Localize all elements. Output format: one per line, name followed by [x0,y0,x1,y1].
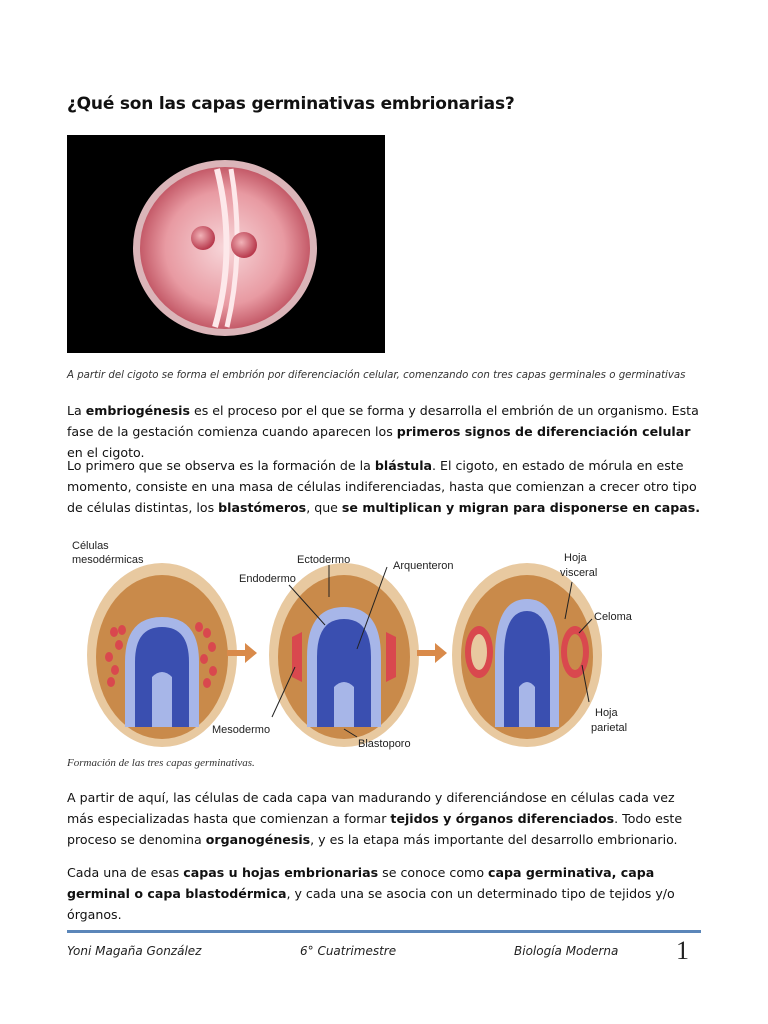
paragraph-blastula: Lo primero que se observa es la formación de la blástula. El cigoto, en estado de mórula en este momento, consiste en una masa de células indiferenciadas, hasta que comienzan a crecer otro tipo de células distintas, los blastómeros, que se multiplican y migran para disponerse en capas. [67,458,701,515]
label-hoja-visceral-2: visceral [560,567,598,579]
label-hoja-visceral-1: Hoja [564,552,587,564]
footer-subject: Biología Moderna [514,944,619,958]
label-celulas-1: Células [72,540,109,552]
arrow-2 [417,643,447,663]
paragraph-embriogenesis: La embriogénesis es el proceso por el que se forma y desarrolla el embrión de un organismo. Esta fase de la gestación comienza cuando aparecen los primeros signos de diferenciación celular en el cigoto. [67,403,699,460]
label-hoja-parietal-1: Hoja [595,707,618,719]
footer-author: Yoni Magaña González [67,944,202,958]
footer-rule [67,930,701,933]
label-arquenteron: Arquenteron [393,560,454,572]
paragraph-capas: Cada una de esas capas u hojas embrionarias se conoce como capa germinativa, capa germinal o capa blastodérmica, y cada una se asocia con un determinado tipo de tejidos y/o órganos. [67,865,675,922]
stage-1-embryo [87,563,237,747]
label-mesodermo: Mesodermo [212,724,271,736]
label-celulas-2: mesodérmicas [72,554,144,566]
zygote-photo [67,135,385,353]
label-blastoporo: Blastoporo [358,738,411,750]
footer-term: 6° Cuatrimestre [300,944,397,958]
label-celoma: Celoma [594,611,632,623]
photo-caption: A partir del cigoto se forma el embrión por diferenciación celular, comenzando con tres capas germinales o germinativas [67,370,686,381]
label-ectodermo: Ectodermo [297,554,351,566]
page-title: ¿Qué son las capas germinativas embrionarias? [67,94,515,114]
label-hoja-parietal-2: parietal [591,722,628,734]
germ-layers-diagram [67,537,637,752]
paragraph-organogenesis: A partir de aquí, las células de cada capa van madurando y diferenciándose en células cada vez más especializadas hasta que comienzan a formar tejidos y órganos diferenciados. Todo este proceso se denomina organogénesis, y es la etapa más importante del desarrollo embrionario. [67,790,683,847]
stage-3-embryo [452,563,602,747]
diagram-caption: Formación de las tres capas germinativas. [67,757,255,769]
stage-2-embryo [269,563,419,747]
page-number: 1 [676,936,689,965]
label-endodermo: Endodermo [239,573,296,585]
